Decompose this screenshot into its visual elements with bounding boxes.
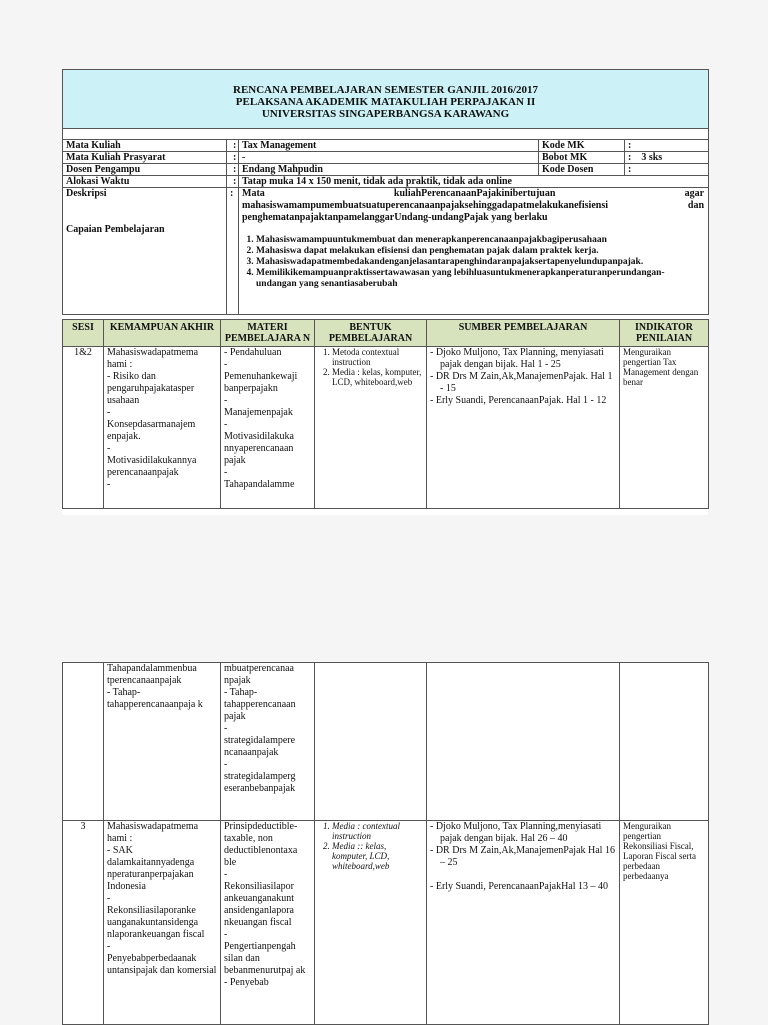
text-segment: Pengertianpengah silan dan bebanmenurutpaj ak [224, 941, 306, 976]
info-row-mata-kuliah [63, 140, 709, 152]
text-segment: - [224, 759, 228, 770]
info-value: Tatap muka 14 x 150 menit, tidak ada praktik, tidak ada online [239, 176, 709, 188]
info-label: Mata Kuliah Prasyarat [63, 152, 227, 164]
capaian-item: 4. Memilikikemampuanpraktissertawawasan yang lebihluasuntukmenerapkanperaturanperundangan-undangan yang senantiasaberubah [256, 268, 704, 290]
col-header-sesi: SESI [63, 320, 104, 347]
table-row [63, 821, 709, 1025]
text-segment: Tahapandalamme [224, 479, 295, 490]
text-segment: strategidalampere ncanaanpajak [224, 735, 296, 758]
materi-cell [221, 821, 315, 1025]
bentuk-item: 2. Media :: kelas, komputer, LCD, whiteboard,web [332, 841, 423, 871]
title-line-1: RENCANA PEMBELAJARAN SEMESTER GANJIL 2016/2017 [233, 84, 538, 96]
indikator-cell: Menguraikan pengertian Rekonsiliasi Fiscal, Laporan Fiscal serta perbedaan perbedaanya [620, 821, 709, 1025]
text-segment: - SAK dalamkaitannyadenga nperaturanperpajakan Indonesia [107, 845, 195, 892]
table-row [63, 663, 709, 821]
info-row-alokasi [63, 176, 709, 188]
col-header-materi: MATERI PEMBELAJARA N [221, 320, 315, 347]
colon: : [227, 140, 239, 152]
text-segment: - Pendahuluan [224, 347, 282, 358]
page-2 [62, 662, 708, 1024]
colon: : [628, 152, 632, 163]
text-segment: - Risiko dan pengaruhpajakatasper usahaan [107, 371, 195, 406]
bentuk-cell [315, 821, 427, 1025]
bobot-value: 3 sks [641, 152, 663, 163]
text-segment: mbuatperencanaa npajak [224, 663, 294, 686]
info-right-label: Kode MK [539, 140, 625, 152]
text-segment: - [107, 893, 111, 904]
text-segment: - [107, 941, 111, 952]
sumber-item: - DR Drs M Zain,Ak,ManajemenPajak Hal 16 – 25 [430, 845, 615, 868]
bentuk-item: 1. Metoda contextual instruction [332, 347, 423, 367]
deskripsi-cell [63, 188, 227, 315]
text-segment: Motivasidilakuka nnyaperencanaan pajak [224, 431, 294, 466]
text-segment: Rekonsiliasilapor ankeuanganakunt ansidenganlapora nkeuangan fiscal [224, 881, 294, 928]
capaian-item: 1. Mahasiswamampuuntukmembuat dan menerapkanperencanaanpajakbagiperusahaan [256, 235, 704, 246]
text-segment: - [107, 443, 111, 454]
deskripsi-line-2: mahasiswamampumembuatsuatuperencanaanpajaksehinggadapatmelakukanefisiensi dan [242, 200, 705, 211]
capaian-item: 2. Mahasiswa dapat melakukan efisiensi dan penghematan pajak dalam praktek kerja. [256, 246, 704, 257]
col-header-sumber: SUMBER PEMBELAJARAN [427, 320, 620, 347]
page-1 [62, 69, 708, 515]
kemampuan-cell [104, 347, 221, 509]
text-segment: - [107, 479, 111, 490]
title-line-2: PELAKSANA AKADEMIK MATAKULIAH PERPAJAKAN II [235, 96, 536, 108]
deskripsi-line-1: Mata kuliahPerencanaanPajakinibertujuan agar [242, 188, 705, 199]
info-right-label: Kode Dosen [539, 164, 625, 176]
sumber-spacer [430, 869, 616, 881]
table-header-row [63, 320, 709, 347]
info-right-value [625, 140, 709, 152]
text-segment: - [224, 467, 228, 478]
bentuk-cell [315, 347, 427, 509]
info-right-label: Bobot MK [539, 152, 625, 164]
text-segment: Mahasiswadapatmema hami : [107, 347, 199, 370]
colon: : [227, 176, 239, 188]
sumber-cell [427, 663, 620, 821]
bentuk-item: 1. Media : contextual instruction [332, 821, 423, 841]
col-header-indikator: INDIKATOR PENILAIAN [620, 320, 709, 347]
text-segment: Rekonsiliasilaporanke uanganakuntansidenga nlaporankeuangan fiscal [107, 905, 205, 940]
sumber-item: - Djoko Muljono, Tax Planning,menyiasati pajak dengan bijak. Hal 26 – 40 [430, 821, 602, 844]
sesi-cell [63, 663, 104, 821]
bentuk-cell [315, 663, 427, 821]
capaian-item: 3. Mahasiswadapatmembedakandenganjelasantarapenghindaranpajaksertapenyelundupanpajak. [256, 257, 704, 268]
info-right-value [625, 164, 709, 176]
text-segment: - [224, 359, 228, 370]
info-value: Tax Management [239, 140, 539, 152]
sumber-item: - Erly Suandi, PerencanaanPajak. Hal 1 - 12 [430, 395, 607, 406]
text-segment: Pemenuhankewaji banperpajakn [224, 371, 298, 394]
materi-cell [221, 347, 315, 509]
text-segment: - [224, 395, 228, 406]
colon: : [227, 164, 239, 176]
header-table [62, 69, 709, 315]
info-row-dosen [63, 164, 709, 176]
spacer [63, 129, 709, 140]
rps-table [62, 319, 709, 509]
materi-cell [221, 663, 315, 821]
text-segment: Prinsipdeductible-taxable, non deductiblenontaxa ble [224, 821, 298, 868]
text-segment: - [224, 869, 228, 880]
kemampuan-cell [104, 821, 221, 1025]
capaian-list [242, 235, 704, 290]
text-segment: - Penyebab [224, 977, 269, 988]
sesi-cell: 1&2 [63, 347, 104, 509]
text-segment: Mahasiswadapatmema hami : [107, 821, 199, 844]
rps-table-continued [62, 662, 709, 1025]
colon: : [227, 188, 239, 315]
info-value: Endang Mahpudin [239, 164, 539, 176]
indikator-cell: Menguraikan pengertian Tax Management dengan benar [620, 347, 709, 509]
info-label: Alokasi Waktu [63, 176, 227, 188]
text-segment: strategidalamperg eseranbebanpajak [224, 771, 296, 794]
indikator-cell [620, 663, 709, 821]
info-value: - [239, 152, 539, 164]
colon: : [628, 140, 632, 151]
col-header-bentuk: BENTUK PEMBELAJARAN [315, 320, 427, 347]
colon: : [628, 164, 632, 175]
info-label: Dosen Pengampu [63, 164, 227, 176]
deskripsi-content [239, 188, 709, 315]
colon: : [227, 152, 239, 164]
sumber-item: - Djoko Muljono, Tax Planning, menyiasati pajak dengan bijak. Hal 1 - 25 [430, 347, 604, 370]
text-segment: - Tahap-tahapperencanaan pajak [224, 687, 296, 722]
text-segment: Manajemenpajak [224, 407, 293, 418]
text-segment: Motivasidilakukannya perencanaanpajak [107, 455, 197, 478]
document-title [63, 70, 709, 129]
bentuk-list [318, 821, 423, 871]
text-segment: - [107, 407, 111, 418]
info-row-deskripsi [63, 188, 709, 315]
capaian-label: Capaian Pembelajaran [66, 224, 165, 235]
bentuk-item: 2. Media : kelas, komputer, LCD, whiteboard,web [332, 367, 423, 387]
sesi-cell: 3 [63, 821, 104, 1025]
table-row [63, 347, 709, 509]
deskripsi-label: Deskripsi [66, 188, 107, 199]
bentuk-list [318, 347, 423, 387]
info-right-value [625, 152, 709, 164]
sumber-item: - DR Drs M Zain,Ak,ManajemenPajak. Hal 1 - 15 [430, 371, 613, 394]
text-segment: - [224, 419, 228, 430]
deskripsi-line-3: penghematanpajaktanpamelanggarUndang-undangPajak yang berlaku [242, 212, 548, 223]
text-segment: - [224, 723, 228, 734]
info-label: Mata Kuliah [63, 140, 227, 152]
sumber-cell [427, 347, 620, 509]
text-segment: - [224, 929, 228, 940]
col-header-kemampuan: KEMAMPUAN AKHIR [104, 320, 221, 347]
title-line-3: UNIVERSITAS SINGAPERBANGSA KARAWANG [261, 108, 510, 120]
kemampuan-cell [104, 663, 221, 821]
text-segment: Tahapandalammenbua tperencanaanpajak [107, 663, 197, 686]
sumber-item: - Erly Suandi, PerencanaanPajakHal 13 – 40 [430, 881, 609, 892]
text-segment: Konsepdasarmanajem enpajak. [107, 419, 196, 442]
sumber-cell [427, 821, 620, 1025]
text-segment: Penyebabperbedaanak untansipajak dan komersial [107, 953, 217, 976]
info-row-prasyarat [63, 152, 709, 164]
text-segment: - Tahap-tahapperencanaanpaja k [107, 687, 203, 710]
